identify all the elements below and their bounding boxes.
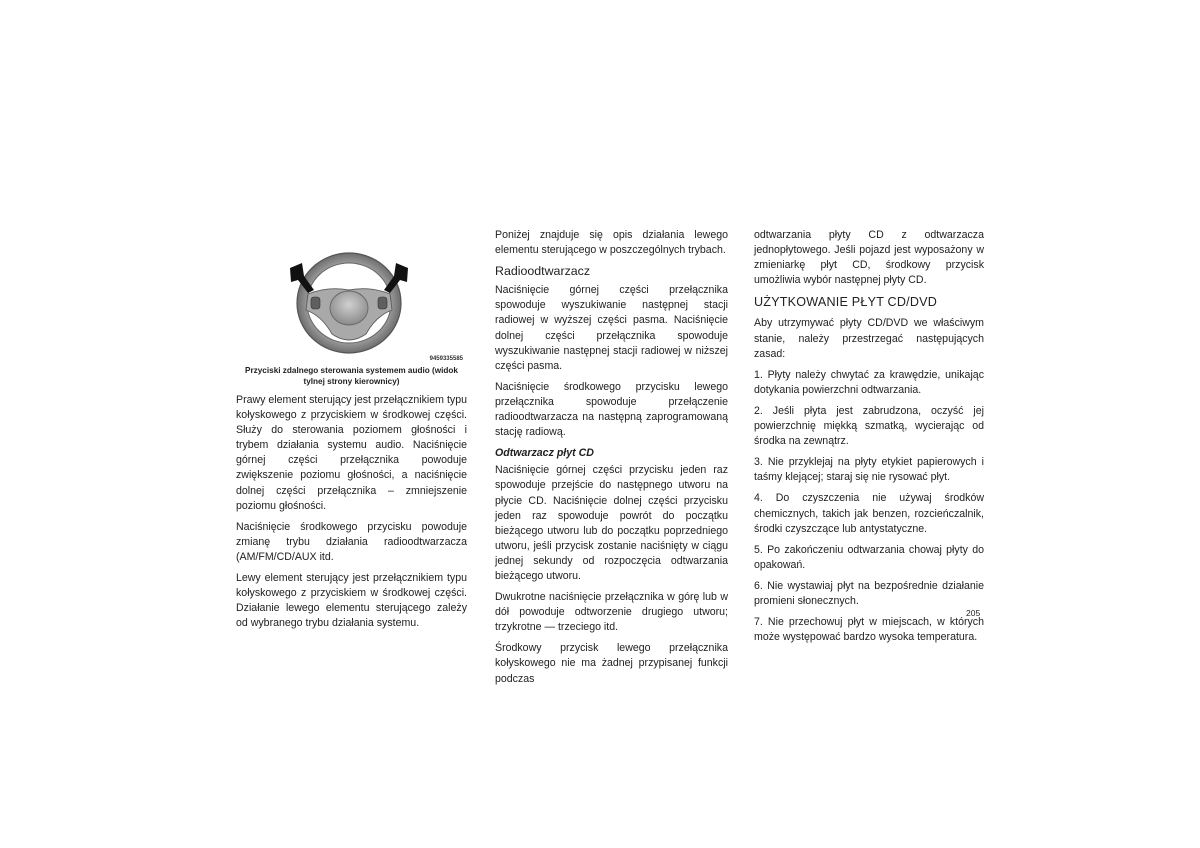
paragraph: Prawy element sterujący jest przełącznikiem typu kołyskowego z przyciskiem w środkowej części. Służy do sterowania poziomem głośności i trybem działania systemu audio. Naciśnięcie górnej części przełącznika powoduje zwiększenie poziomu głośności, a naciśnięcie dolnej części przełącznika – zmniejszenie poziomu głośności. <box>236 394 467 512</box>
page-number: 205 <box>966 608 981 618</box>
paragraph: Poniżej znajduje się opis działania lewego elementu sterującego w poszczególnych trybach. <box>495 229 728 257</box>
steering-wheel-illustration <box>288 246 410 358</box>
column-left <box>236 393 467 637</box>
paragraph: Naciśnięcie górnej części przełącznika spowoduje wyszukiwanie następnej stacji radiowej w wyższej części pasma. Naciśnięcie dolnej części przełącznika spowoduje wyszukiwanie następnej stacji radiowej w niższej części pasma. <box>495 284 728 372</box>
list-item: 1. Płyty należy chwytać za krawędzie, unikając dotykania powierzchni odtwarzania. <box>754 368 984 396</box>
paragraph: Lewy element sterujący jest przełącznikiem typu kołyskowego z przyciskiem w środkowej części. Działanie lewego elementu sterującego zależy od wybranego trybu działania systemu. <box>236 572 467 630</box>
paragraph: Naciśnięcie środkowego przycisku lewego przełącznika spowoduje przełączenie radioodtwarzacza na następną zaprogramowaną stację radiową. <box>495 380 728 439</box>
paragraph: Naciśnięcie środkowego przycisku powoduje zmianę trybu działania radioodtwarzacza (AM/FM/CD/AUX itd. <box>236 520 467 563</box>
paragraph: odtwarzania płyty CD z odtwarzacza jednopłytowego. Jeśli pojazd jest wyposażony w zmieniarkę płyt CD, środkowy przycisk umożliwia wybór następnej płyty CD. <box>754 229 984 287</box>
paragraph: Aby utrzymywać płyty CD/DVD we właściwym stanie, należy przestrzegać następujących zasad: <box>754 317 984 360</box>
left-control-switch <box>311 297 320 309</box>
list-item: 2. Jeśli płyta jest zabrudzona, oczyść jej powierzchnię miękką szmatką, wycierając od środka na zewnątrz. <box>754 404 984 448</box>
figure-caption: Przyciski zdalnego sterowania systemem audio (widok tylnej strony kierownicy) <box>245 366 458 386</box>
heading-radio: Radioodtwarzacz <box>495 264 591 279</box>
section-heading: UŻYTKOWANIE PŁYT CD/DVD <box>754 295 938 310</box>
list-item: 5. Po zakończeniu odtwarzania chowaj płyty do opakowań. <box>754 543 984 571</box>
list-item: 6. Nie wystawiaj płyt na bezpośrednie działanie promieni słonecznych. <box>754 579 984 607</box>
heading-cd-player: Odtwarzacz płyt CD <box>495 447 594 460</box>
list-item: 3. Nie przyklejaj na płyty etykiet papierowych i taśmy klejącej; staraj się nie rysować płyt. <box>754 456 984 484</box>
list-item: 7. Nie przechowuj płyt w miejscach, w których może występować bardzo wysoka temperatura. <box>754 616 984 644</box>
column-middle <box>495 228 728 693</box>
paragraph: Środkowy przycisk lewego przełącznika kołyskowego nie ma żadnej przypisanej funkcji podczas <box>495 642 728 685</box>
paragraph: Dwukrotne naciśnięcie przełącznika w górę lub w dół powoduje odtworzenie drugiego utworu; trzykrotne — trzeciego itd. <box>495 591 728 634</box>
column-right <box>754 228 984 651</box>
paragraph: Naciśnięcie górnej części przycisku jeden raz spowoduje przejście do następnego utworu na płycie CD. Naciśnięcie dolnej części przycisku jeden raz spowoduje powrót do początku bieżącego utworu lub do początku poprzedniego utworu, jeśli przycisk zostanie naciśnięty w ciągu jednej sekundy od rozpoczęcia odtwarzania bieżącego utworu. <box>495 464 728 582</box>
list-item: 4. Do czyszczenia nie używaj środków chemicznych, takich jak benzen, rozcieńczalnik, środki czyszczące lub antystatyczne. <box>754 492 984 535</box>
steering-wheel-figure <box>236 246 467 391</box>
figure-code: 9459335585 <box>429 356 463 362</box>
right-control-switch <box>378 297 387 309</box>
